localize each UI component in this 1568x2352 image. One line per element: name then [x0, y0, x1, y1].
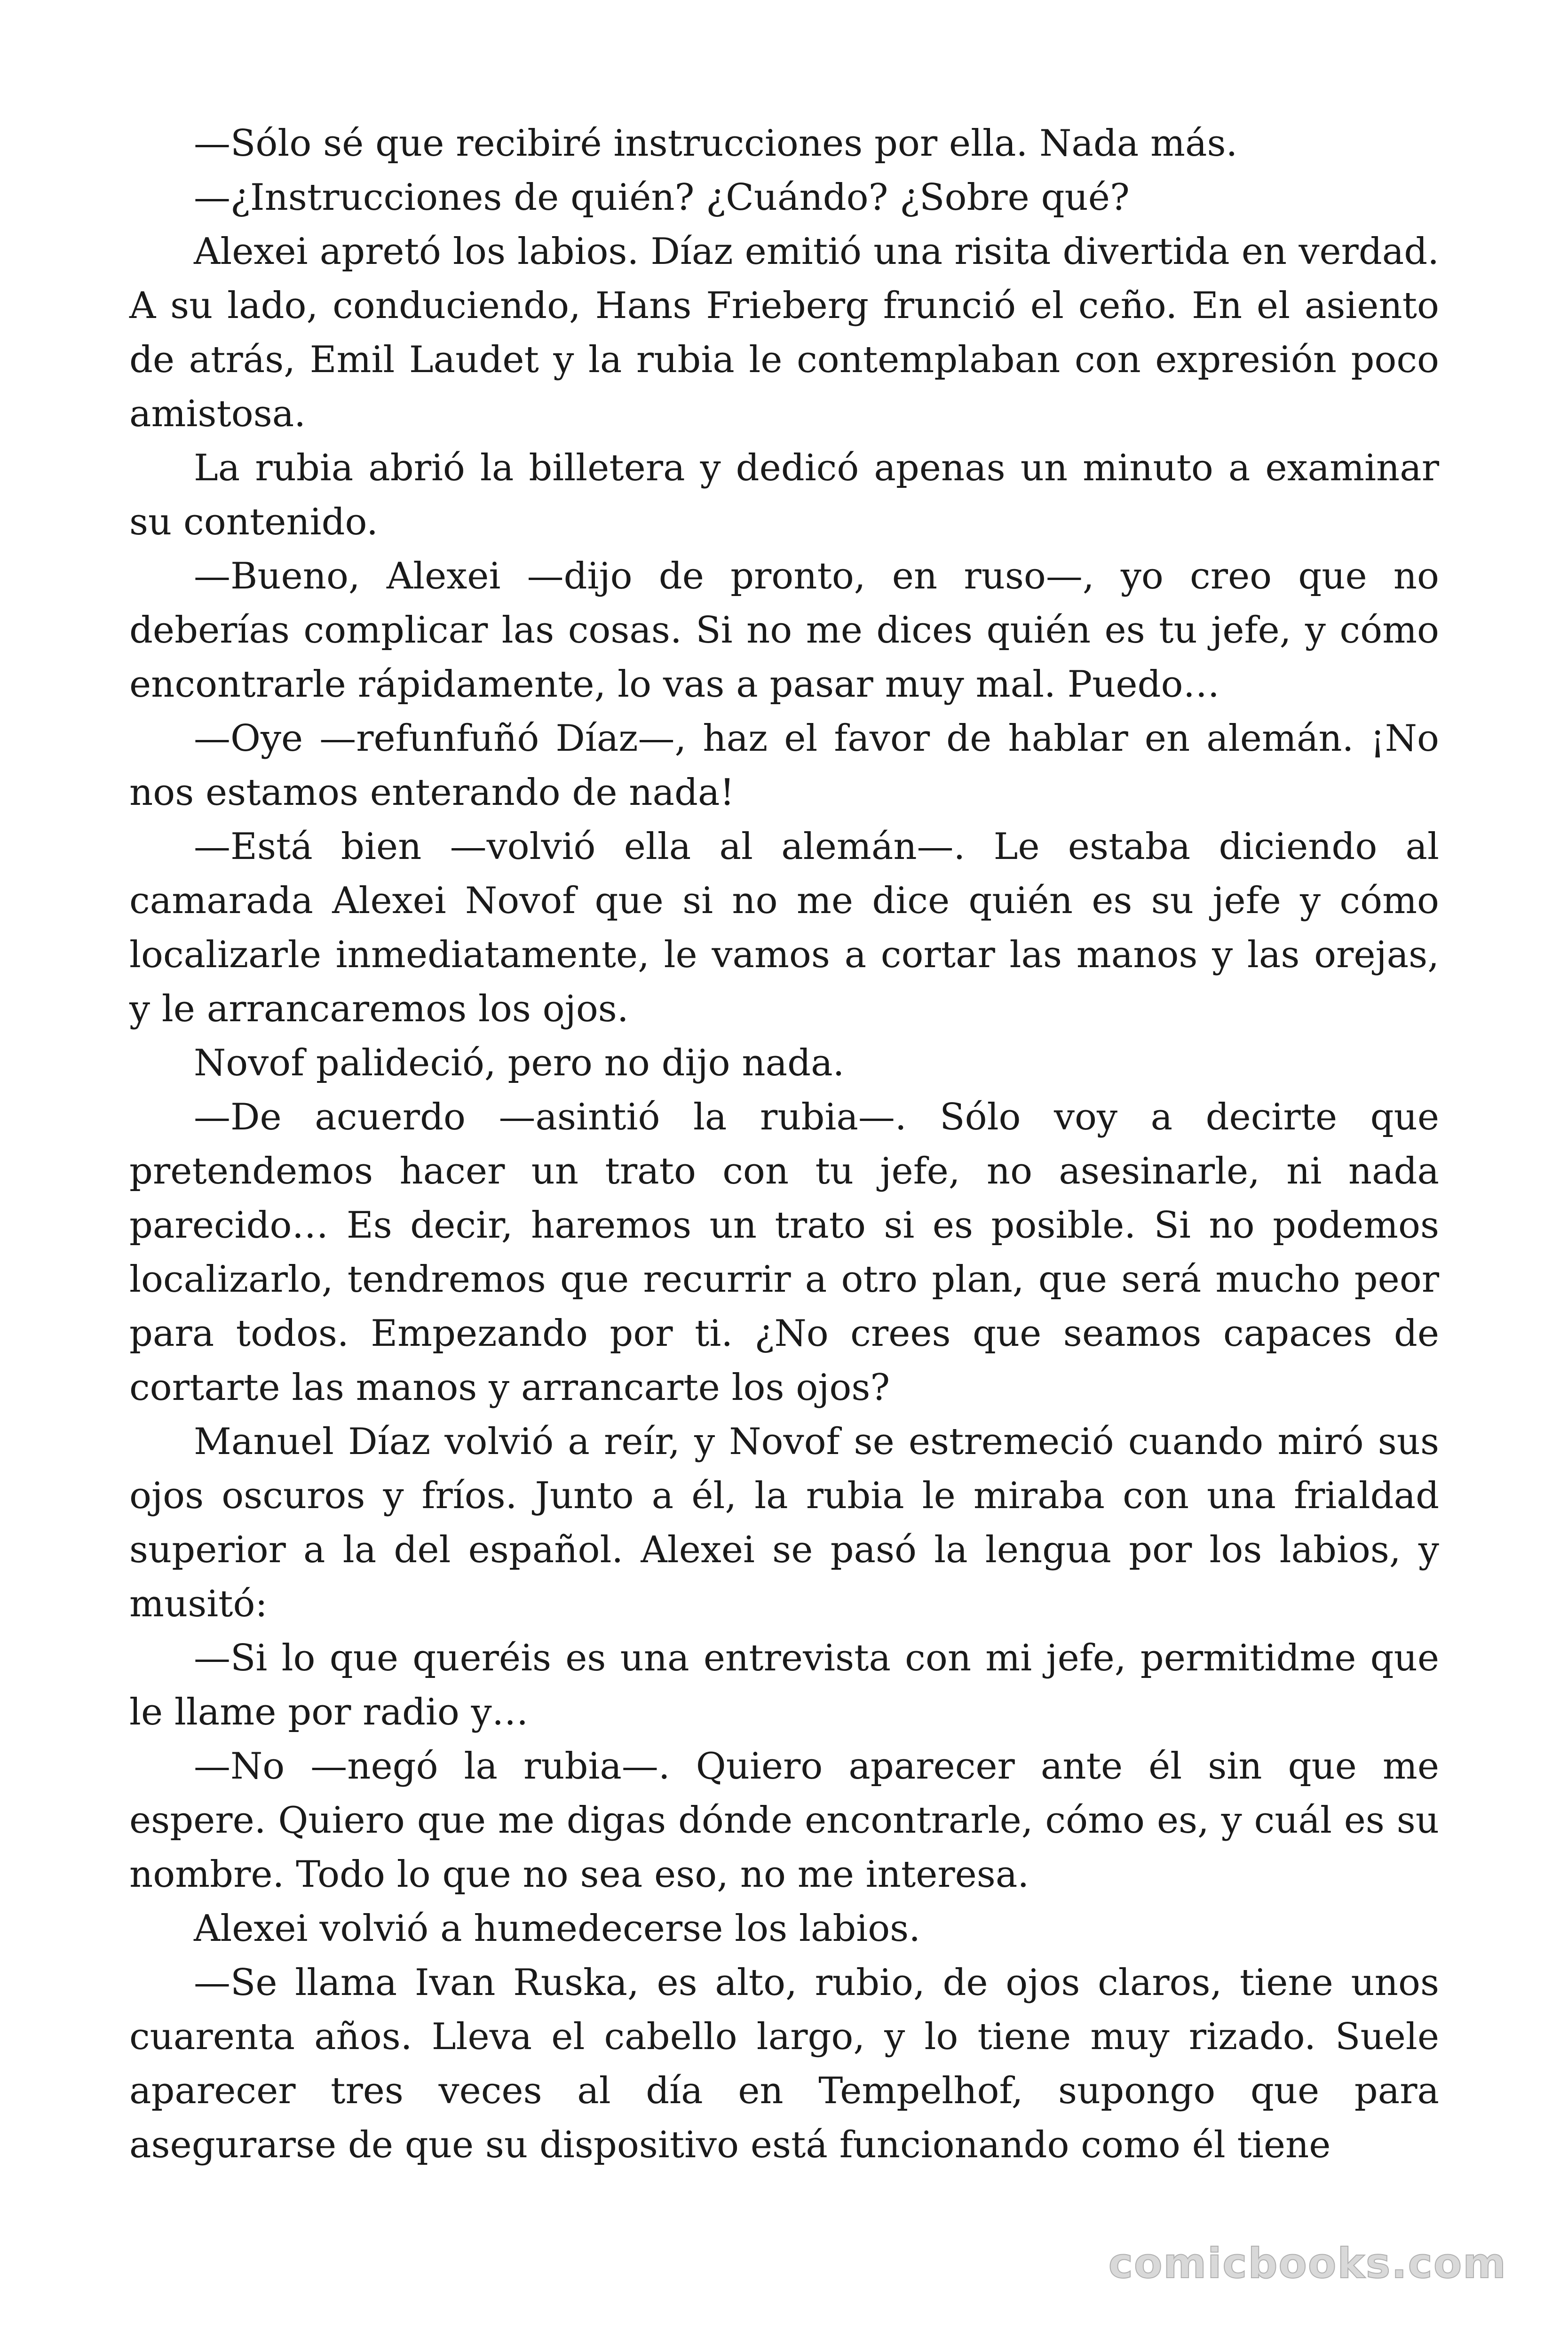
paragraph: —De acuerdo —asintió la rubia—. Sólo voy a decirte que pretendemos hacer un trato con tu jefe, no asesinarle, ni nada parecido… Es decir, haremos un trato si es posible. Si no podemos localizarlo, tendremos que recurrir a otro plan, que será mucho peor para todos. Empezando por ti. ¿No crees que seamos capaces de cortarte las manos y arrancarte los ojos?	[129, 1096, 1439, 1409]
paragraph: —Se llama Ivan Ruska, es alto, rubio, de ojos claros, tiene unos cuarenta años. Lleva el cabello largo, y lo tiene muy rizado. Suele aparecer tres veces al día en Tempelhof, supongo que para asegurarse de que su dispositivo está funcionando como él tiene	[129, 1962, 1439, 2166]
paragraph: —Bueno, Alexei —dijo de pronto, en ruso—, yo creo que no deberías complicar las cosas. Si no me dices quién es tu jefe, y cómo encontrarle rápidamente, lo vas a pasar muy mal. Puedo…	[129, 555, 1439, 706]
paragraph: —Oye —refunfuñó Díaz—, haz el favor de hablar en alemán. ¡No nos estamos enterando de nada!	[129, 717, 1439, 814]
watermark: comicbooks.com	[1108, 2239, 1507, 2288]
paragraph: —No —negó la rubia—. Quiero aparecer ante él sin que me espere. Quiero que me digas dónde encontrarle, cómo es, y cuál es su nombre. Todo lo que no sea eso, no me interesa.	[129, 1745, 1439, 1896]
paragraph: —Está bien —volvió ella al alemán—. Le estaba diciendo al camarada Alexei Novof que si no me dice quién es su jefe y cómo localizarle inmediatamente, le vamos a cortar las manos y las orejas, y le arrancaremos los ojos.	[129, 826, 1439, 1030]
paragraph: Manuel Díaz volvió a reír, y Novof se estremeció cuando miró sus ojos oscuros y fríos. Junto a él, la rubia le miraba con una frialdad superior a la del español. Alexei se pasó la lengua por los labios, y musitó:	[129, 1421, 1439, 1625]
paragraph: La rubia abrió la billetera y dedicó apenas un minuto a examinar su contenido.	[129, 447, 1439, 543]
paragraph: Alexei apretó los labios. Díaz emitió una risita divertida en verdad. A su lado, conduciendo, Hans Frieberg frunció el ceño. En el asiento de atrás, Emil Laudet y la rubia le contemplaban con expresión poco amistosa.	[129, 230, 1439, 435]
paragraph: —Sólo sé que recibiré instrucciones por ella. Nada más.	[194, 122, 1238, 165]
paragraph: Novof palideció, pero no dijo nada.	[194, 1042, 845, 1084]
paragraph: Alexei volvió a humedecerse los labios.	[194, 1907, 920, 1950]
body-text	[129, 117, 1439, 2172]
paragraph: —Si lo que queréis es una entrevista con mi jefe, permitidme que le llame por radio y…	[129, 1637, 1439, 1733]
paragraph: —¿Instrucciones de quién? ¿Cuándo? ¿Sobre qué?	[194, 176, 1130, 219]
